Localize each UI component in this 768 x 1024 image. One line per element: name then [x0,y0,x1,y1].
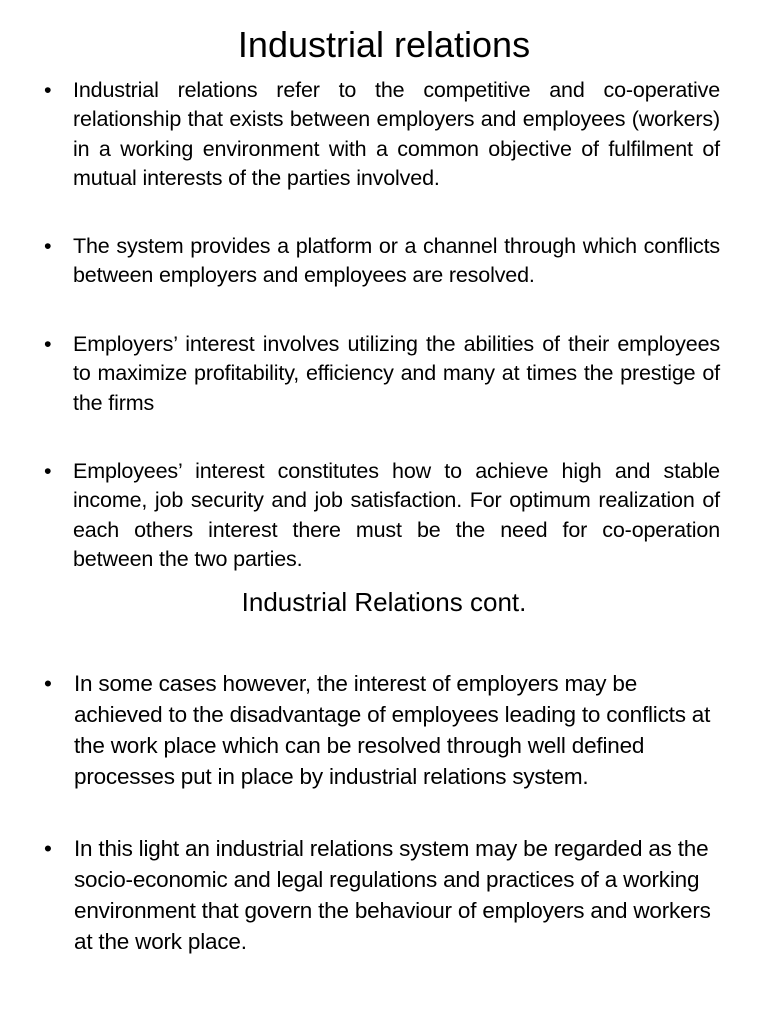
bullet-marker: • [44,78,52,102]
bullet-marker: • [44,459,52,483]
bullet-marker: • [44,836,52,861]
list-item-text: In some cases however, the interest of employers may be achieved to the disadvantage of employees leading to conflicts at the work place which can be resolved through well defined processes put in place by industrial relations system. [74,671,711,789]
list-item [44,457,720,574]
list-item-text: Employers’ interest involves utilizing the abilities of their employees to maximize profitability, efficiency and many at times the prestige of the firms [73,332,720,415]
bullet-marker: • [44,671,52,696]
list-item-text: Employees’ interest constitutes how to achieve high and stable income, job security and job satisfaction. For optimum realization of each others interest there must be the need for co-operation between the two parties. [73,459,720,571]
list-item [44,232,720,291]
list-item [44,833,720,957]
bullet-marker: • [44,332,52,356]
list-item [44,330,720,418]
list-item-text: In this light an industrial relations system may be regarded as the socio-economic and legal regulations and practices of a working environment that govern the behaviour of employers and workers at the work place. [74,836,711,954]
bullet-marker: • [44,234,52,258]
page-title: Industrial relations [237,24,531,65]
list-item-text: The system provides a platform or a channel through which conflicts between employers and employees are resolved. [73,234,720,288]
list-item [44,668,720,792]
list-item [44,76,720,193]
list-item-text: Industrial relations refer to the competitive and co-operative relationship that exists between employers and employees (workers) in a working environment with a common objective of fulfilment of mutual interests of the parties involved. [73,78,720,190]
section-title: Industrial Relations cont. [241,587,527,617]
